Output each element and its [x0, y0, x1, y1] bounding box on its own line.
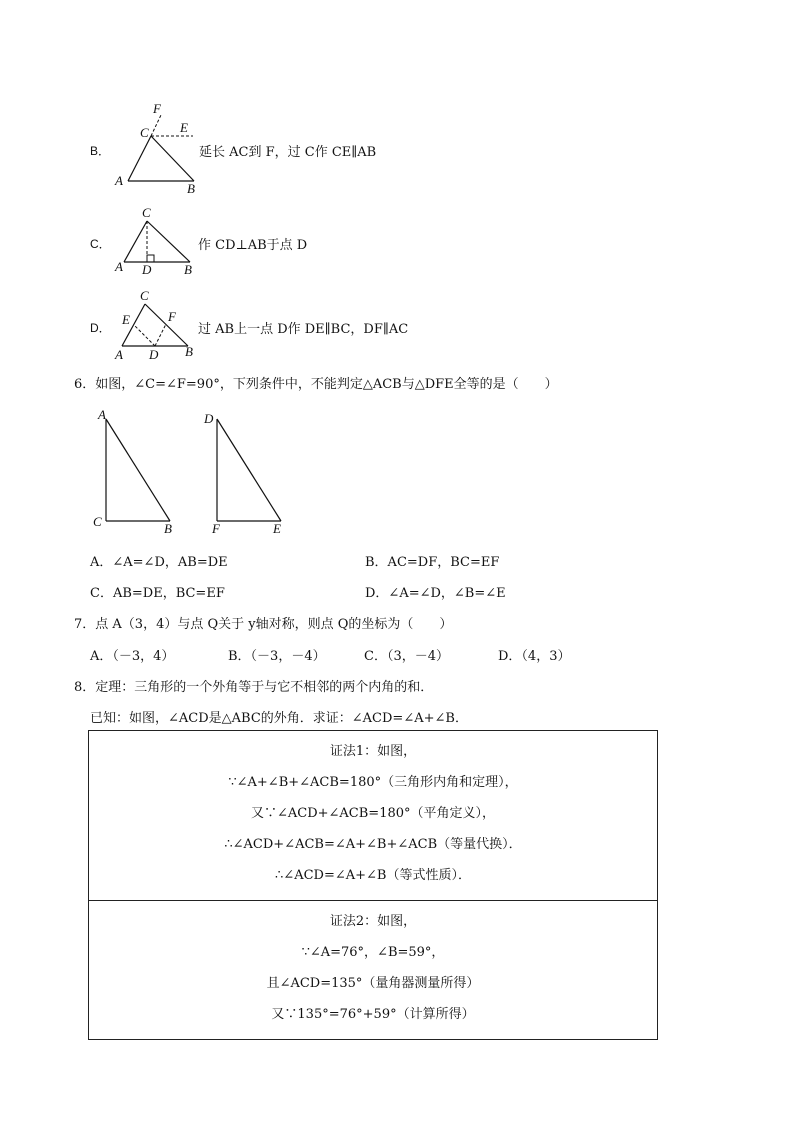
question-7-option-b[interactable]: B．（－3，－4）	[228, 649, 326, 664]
point-label-e: E	[180, 120, 188, 135]
point-label-f: F	[153, 101, 161, 116]
question-6-option-a[interactable]: A．∠A=∠D，AB=DE	[90, 555, 228, 570]
point-label-d: D	[149, 347, 159, 362]
proof-method-2	[89, 901, 658, 1040]
point-label-c: C	[140, 125, 149, 140]
question-6-option-c[interactable]: C．AB=DE，BC=EF	[90, 586, 225, 601]
option-d-description: 过 AB上一点 D作 DE∥BC，DF∥AC	[198, 322, 409, 337]
proof-table	[88, 730, 658, 1040]
point-label-a: A	[115, 259, 123, 274]
point-label-d: D	[204, 411, 214, 426]
option-d-label: D．	[90, 321, 111, 335]
proof-2-line: 且∠ACD=135°（量角器测量所得）	[266, 976, 480, 991]
question-6-option-b[interactable]: B．AC=DF，BC=EF	[365, 555, 500, 570]
proof-1-line: 又∵∠ACD+∠ACB=180°（平角定义），	[250, 806, 496, 821]
question-7-option-c[interactable]: C．（3，－4）	[364, 649, 449, 664]
point-label-c: C	[93, 514, 102, 529]
proof-method-1	[89, 731, 658, 901]
point-label-f: F	[212, 521, 220, 536]
question-7-stem: 7．点 A（3，4）与点 Q关于 y轴对称，则点 Q的坐标为（ ）	[74, 617, 453, 632]
point-label-b: B	[164, 521, 172, 536]
point-label-d: D	[142, 262, 152, 277]
question-7-option-d[interactable]: D．（4，3）	[498, 649, 571, 664]
option-b-label: B．	[90, 144, 111, 158]
option-b-description: 延长 AC到 F，过 C作 CE∥AB	[199, 145, 377, 160]
point-label-f: F	[168, 309, 176, 324]
point-label-a: A	[98, 407, 106, 422]
proof-2-line: ∵∠A=76°，∠B=59°，	[301, 945, 445, 960]
proof-1-line: ∵∠A+∠B+∠ACB=180°（三角形内角和定理），	[228, 775, 518, 790]
point-label-e: E	[273, 521, 281, 536]
proof-1-line: 证法1：如图，	[329, 744, 417, 759]
question-6-stem: 6．如图，∠C=∠F=90°，下列条件中，不能判定△ACB与△DFE全等的是（ ）	[74, 377, 558, 392]
point-label-c: C	[142, 205, 151, 220]
proof-2-line: 证法2：如图，	[329, 914, 417, 929]
proof-1-line: ∴∠ACD=∠A+∠B（等式性质）．	[275, 868, 471, 883]
question-8-stem: 8．定理：三角形的一个外角等于与它不相邻的两个内角的和．	[74, 680, 434, 695]
point-label-e: E	[122, 312, 130, 327]
point-label-a: A	[115, 347, 123, 362]
point-label-a: A	[115, 173, 123, 188]
question-8-given: 已知：如图，∠ACD是△ABC的外角．求证：∠ACD=∠A+∠B．	[90, 711, 468, 726]
question-7-option-a[interactable]: A．（－3，4）	[90, 649, 175, 664]
point-label-c: C	[140, 288, 149, 303]
proof-1-line: ∴∠ACD+∠ACB=∠A+∠B+∠ACB（等量代换）．	[224, 837, 522, 852]
question-6-option-d[interactable]: D．∠A=∠D，∠B=∠E	[365, 586, 506, 601]
option-c-description: 作 CD⊥AB于点 D	[198, 238, 308, 253]
option-c-label: C．	[90, 237, 111, 251]
point-label-b: B	[185, 344, 193, 359]
proof-2-line: 又∵135°=76°+59°（计算所得）	[271, 1007, 475, 1022]
point-label-b: B	[184, 262, 192, 277]
point-label-b: B	[187, 181, 195, 196]
